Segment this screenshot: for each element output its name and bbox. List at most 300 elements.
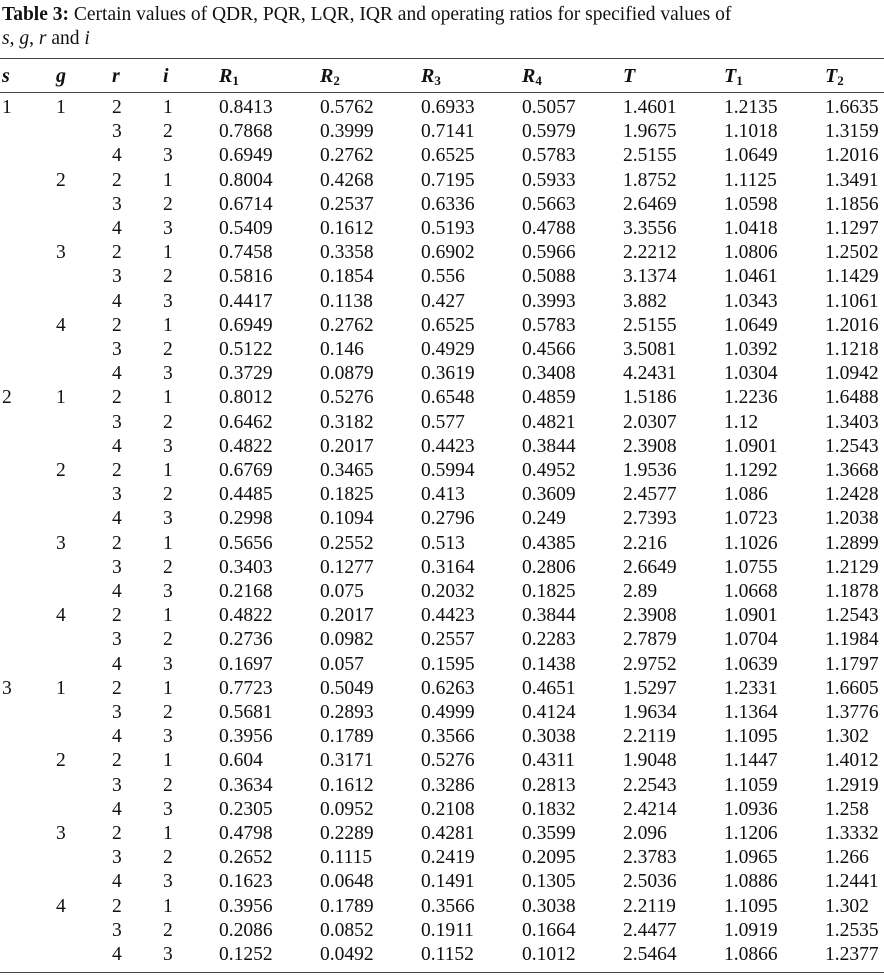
cell-r3: 0.6548 (421, 387, 475, 409)
cell-r2: 0.2537 (320, 193, 374, 215)
cell-r3: 0.2557 (421, 629, 475, 651)
cell-t: 3.1374 (623, 266, 677, 288)
caption-text: Certain values of QDR, PQR, LQR, IQR and operating ratios for specified values of (69, 4, 732, 25)
cell-t: 2.2119 (623, 726, 676, 748)
cell-r3: 0.7195 (421, 169, 475, 191)
cell-r: 3 (112, 847, 122, 869)
cell-r2: 0.0879 (320, 363, 374, 385)
cell-t: 1.5297 (623, 677, 677, 699)
cell-t2: 1.1878 (825, 581, 879, 602)
table-label: Table 3: (2, 4, 70, 25)
cell-r2: 0.146 (320, 339, 364, 360)
cell-t: 1.9536 (623, 460, 677, 481)
cell-r3: 0.556 (421, 266, 465, 288)
table-row (0, 919, 884, 943)
cell-t2: 1.2377 (825, 944, 879, 965)
cell-t2: 1.1218 (825, 339, 879, 360)
cell-r2: 0.1277 (320, 556, 374, 578)
cell-r2: 0.3999 (320, 121, 374, 143)
cell-r: 3 (112, 193, 122, 215)
cell-r3: 0.2796 (421, 508, 475, 530)
table-row (0, 677, 884, 701)
cell-t1: 1.2135 (724, 97, 778, 118)
cell-r1: 0.3956 (219, 726, 273, 748)
table-row (0, 749, 884, 773)
cell-t1: 1.0343 (724, 290, 778, 312)
table-row (0, 798, 884, 822)
cell-i: 1 (163, 532, 173, 554)
cell-r1: 0.2305 (219, 798, 273, 820)
cell-t2: 1.2428 (825, 484, 879, 506)
cell-r: 4 (112, 218, 122, 239)
cell-t1: 1.0704 (724, 629, 778, 651)
cell-t: 2.6469 (623, 193, 677, 215)
table-row (0, 846, 884, 870)
cell-r1: 0.5409 (219, 218, 273, 239)
cell-r3: 0.3619 (421, 363, 475, 385)
cell-t: 2.4477 (623, 919, 677, 941)
cell-t: 2.5155 (623, 145, 677, 167)
cell-r2: 0.0852 (320, 919, 374, 941)
cell-r1: 0.6714 (219, 193, 273, 215)
cell-i: 1 (163, 169, 173, 191)
caption-var-g: g (19, 28, 30, 49)
cell-t1: 1.0392 (724, 339, 778, 360)
cell-i: 3 (163, 798, 173, 820)
cell-t: 3.882 (623, 290, 667, 312)
cell-t2: 1.2038 (825, 508, 879, 530)
table-row (0, 580, 884, 604)
cell-r4: 0.3038 (522, 895, 576, 917)
cell-r: 4 (112, 508, 122, 530)
cell-r: 2 (112, 460, 122, 481)
cell-r3: 0.6525 (421, 314, 475, 336)
cell-r1: 0.3403 (219, 556, 273, 578)
cell-r2: 0.1789 (320, 726, 374, 748)
cell-t1: 1.1364 (724, 702, 778, 723)
cell-i: 2 (163, 774, 173, 796)
cell-i: 1 (163, 605, 173, 627)
cell-r1: 0.6949 (219, 314, 273, 336)
cell-r2: 0.4268 (320, 169, 374, 191)
cell-r1: 0.8012 (219, 387, 273, 409)
cell-r1: 0.7868 (219, 121, 273, 143)
cell-t2: 1.2535 (825, 919, 879, 941)
cell-i: 2 (163, 411, 173, 433)
cell-r1: 0.5122 (219, 339, 273, 360)
cell-r2: 0.2017 (320, 605, 374, 627)
cell-t: 2.7393 (623, 508, 677, 530)
cell-r4: 0.1825 (522, 581, 576, 602)
cell-r3: 0.4929 (421, 339, 475, 360)
cell-g: 3 (56, 823, 66, 844)
table-row (0, 507, 884, 531)
cell-r3: 0.413 (421, 484, 465, 506)
cell-g: 3 (56, 242, 66, 264)
caption-separator: , (9, 28, 20, 49)
cell-i: 3 (163, 145, 173, 167)
cell-r3: 0.513 (421, 532, 465, 554)
cell-r: 2 (112, 387, 122, 409)
cell-r: 2 (112, 97, 122, 118)
cell-t1: 1.0304 (724, 363, 778, 385)
cell-i: 2 (163, 339, 173, 360)
table-row (0, 701, 884, 725)
cell-t2: 1.302 (825, 895, 869, 917)
cell-i: 3 (163, 871, 173, 893)
cell-t2: 1.4012 (825, 750, 879, 772)
cell-i: 3 (163, 726, 173, 748)
cell-r2: 0.057 (320, 653, 364, 675)
cell-r3: 0.5276 (421, 750, 475, 772)
cell-r3: 0.5994 (421, 460, 475, 481)
table-row (0, 556, 884, 580)
cell-t: 2.6649 (623, 556, 677, 578)
table-row (0, 265, 884, 289)
cell-r3: 0.1911 (421, 919, 474, 941)
cell-t1: 1.1447 (724, 750, 778, 772)
cell-r4: 0.4821 (522, 411, 576, 433)
cell-t1: 1.0866 (724, 944, 778, 965)
table-caption (2, 3, 882, 51)
caption-var-s: s (2, 28, 10, 49)
table-row (0, 338, 884, 362)
cell-t1: 1.1206 (724, 823, 778, 844)
cell-i: 1 (163, 750, 173, 772)
cell-r4: 0.4385 (522, 532, 576, 554)
cell-t1: 1.0723 (724, 508, 778, 530)
cell-r2: 0.075 (320, 581, 364, 602)
cell-t2: 1.3668 (825, 460, 879, 481)
table-row (0, 386, 884, 410)
table-bottom-rule (0, 972, 884, 973)
cell-r3: 0.7141 (421, 121, 475, 143)
cell-r1: 0.1252 (219, 944, 273, 965)
cell-t: 1.5186 (623, 387, 677, 409)
cell-r: 4 (112, 944, 122, 965)
header-r: r (112, 65, 120, 87)
cell-r: 4 (112, 653, 122, 675)
cell-r: 2 (112, 242, 122, 264)
table-row (0, 604, 884, 628)
cell-r1: 0.4822 (219, 435, 273, 457)
cell-t1: 1.1018 (724, 121, 778, 143)
cell-i: 2 (163, 702, 173, 723)
cell-r4: 0.1305 (522, 871, 576, 893)
cell-r2: 0.2893 (320, 702, 374, 723)
table-row (0, 653, 884, 677)
cell-r4: 0.5933 (522, 169, 576, 191)
cell-r3: 0.6263 (421, 677, 475, 699)
cell-i: 3 (163, 508, 173, 530)
cell-t1: 1.0755 (724, 556, 778, 578)
cell-t2: 1.3776 (825, 702, 879, 723)
cell-i: 2 (163, 847, 173, 869)
cell-r: 2 (112, 823, 122, 844)
cell-t1: 1.0965 (724, 847, 778, 869)
cell-r: 3 (112, 629, 122, 651)
cell-i: 2 (163, 629, 173, 651)
cell-r: 3 (112, 556, 122, 578)
cell-r4: 0.4566 (522, 339, 576, 360)
cell-r1: 0.2998 (219, 508, 273, 530)
caption-separator: , (29, 28, 39, 49)
cell-r: 3 (112, 339, 122, 360)
cell-t: 1.4601 (623, 97, 677, 118)
cell-r1: 0.5656 (219, 532, 273, 554)
table-row (0, 435, 884, 459)
cell-r: 4 (112, 363, 122, 385)
table-row (0, 628, 884, 652)
cell-g: 2 (56, 169, 66, 191)
cell-i: 2 (163, 193, 173, 215)
cell-i: 2 (163, 919, 173, 941)
cell-t: 2.5036 (623, 871, 677, 893)
table-header-rule (0, 92, 884, 93)
cell-r2: 0.5049 (320, 677, 374, 699)
cell-t: 2.3908 (623, 435, 677, 457)
table-top-rule (0, 58, 884, 59)
cell-r1: 0.604 (219, 750, 263, 772)
cell-t1: 1.1059 (724, 774, 778, 796)
cell-t1: 1.12 (724, 411, 759, 433)
cell-i: 1 (163, 387, 173, 409)
cell-g: 1 (56, 387, 66, 409)
cell-t2: 1.6605 (825, 677, 879, 699)
cell-r3: 0.4281 (421, 823, 475, 844)
cell-r2: 0.1138 (320, 290, 373, 312)
header-r1: $R_1$ (219, 65, 239, 88)
cell-r1: 0.1623 (219, 871, 273, 893)
table-row (0, 822, 884, 846)
table-row (0, 895, 884, 919)
cell-t2: 1.1061 (825, 290, 879, 312)
header-r2: $R_2$ (320, 65, 340, 88)
cell-i: 3 (163, 363, 173, 385)
cell-r4: 0.1438 (522, 653, 576, 675)
cell-t1: 1.0901 (724, 435, 778, 457)
cell-r2: 0.3358 (320, 242, 374, 264)
cell-r1: 0.5816 (219, 266, 273, 288)
cell-r3: 0.3164 (421, 556, 475, 578)
cell-r1: 0.6769 (219, 460, 273, 481)
header-t2: $T_2$ (825, 65, 844, 88)
cell-t: 2.216 (623, 532, 667, 554)
cell-t1: 1.0936 (724, 798, 778, 820)
cell-r4: 0.3038 (522, 726, 576, 748)
cell-t: 2.89 (623, 581, 658, 602)
cell-t2: 1.3403 (825, 411, 879, 433)
cell-i: 2 (163, 121, 173, 143)
cell-r2: 0.3465 (320, 460, 374, 481)
cell-t1: 1.0649 (724, 314, 778, 336)
cell-t1: 1.0919 (724, 919, 778, 941)
cell-t1: 1.0806 (724, 242, 778, 264)
cell-t1: 1.0901 (724, 605, 778, 627)
cell-g: 2 (56, 460, 66, 481)
header-s: s (2, 65, 10, 87)
cell-t2: 1.1297 (825, 218, 879, 239)
cell-t2: 1.302 (825, 726, 869, 748)
cell-t1: 1.086 (724, 484, 768, 506)
table-row (0, 870, 884, 894)
cell-t: 4.2431 (623, 363, 677, 385)
cell-r: 3 (112, 484, 122, 506)
cell-r2: 0.2552 (320, 532, 374, 554)
cell-i: 3 (163, 653, 173, 675)
cell-t1: 1.2236 (724, 387, 778, 409)
cell-t1: 1.1125 (724, 169, 777, 191)
cell-r3: 0.3566 (421, 895, 475, 917)
cell-r3: 0.6525 (421, 145, 475, 167)
cell-t: 2.5155 (623, 314, 677, 336)
cell-r2: 0.2762 (320, 145, 374, 167)
cell-i: 1 (163, 895, 173, 917)
cell-r: 4 (112, 145, 122, 167)
cell-r4: 0.3408 (522, 363, 576, 385)
cell-r3: 0.6336 (421, 193, 475, 215)
cell-r: 2 (112, 532, 122, 554)
table-row (0, 483, 884, 507)
cell-r: 2 (112, 605, 122, 627)
cell-r4: 0.3993 (522, 290, 576, 312)
cell-r: 4 (112, 871, 122, 893)
cell-r1: 0.2086 (219, 919, 273, 941)
cell-r: 3 (112, 121, 122, 143)
cell-t2: 1.2441 (825, 871, 879, 893)
caption-var-r: r (38, 28, 47, 49)
cell-t2: 1.1797 (825, 653, 879, 675)
cell-g: 4 (56, 605, 66, 627)
cell-r2: 0.5276 (320, 387, 374, 409)
cell-r3: 0.427 (421, 290, 465, 312)
cell-t2: 1.266 (825, 847, 869, 869)
cell-r3: 0.1491 (421, 871, 475, 893)
cell-i: 1 (163, 242, 173, 264)
cell-i: 3 (163, 944, 173, 965)
cell-r4: 0.1832 (522, 798, 576, 820)
cell-i: 2 (163, 484, 173, 506)
cell-i: 3 (163, 290, 173, 312)
cell-r: 3 (112, 411, 122, 433)
cell-t: 2.2119 (623, 895, 676, 917)
cell-r2: 0.5762 (320, 97, 374, 118)
cell-r: 4 (112, 581, 122, 602)
cell-t2: 1.2919 (825, 774, 879, 796)
cell-t: 3.3556 (623, 218, 677, 239)
cell-t1: 1.1095 (724, 726, 778, 748)
cell-t2: 1.1856 (825, 193, 879, 215)
cell-r1: 0.7458 (219, 242, 273, 264)
cell-i: 3 (163, 435, 173, 457)
cell-t1: 1.0418 (724, 218, 778, 239)
cell-t1: 1.0639 (724, 653, 778, 675)
cell-t2: 1.258 (825, 798, 869, 820)
cell-t2: 1.6488 (825, 387, 879, 409)
cell-r2: 0.0952 (320, 798, 374, 820)
cell-r: 2 (112, 677, 122, 699)
cell-r1: 0.8004 (219, 169, 273, 191)
cell-t2: 1.2016 (825, 314, 879, 336)
cell-t: 3.5081 (623, 339, 677, 360)
cell-t1: 1.0461 (724, 266, 778, 288)
table-row (0, 290, 884, 314)
cell-r: 3 (112, 774, 122, 796)
cell-r: 2 (112, 895, 122, 917)
cell-r1: 0.4798 (219, 823, 273, 844)
header-r4: $R_4$ (522, 65, 542, 88)
table-row (0, 362, 884, 386)
cell-t2: 1.1429 (825, 266, 879, 288)
cell-r3: 0.2108 (421, 798, 475, 820)
cell-r1: 0.5681 (219, 702, 273, 723)
cell-r1: 0.3956 (219, 895, 273, 917)
table-row (0, 532, 884, 556)
cell-t2: 1.2543 (825, 605, 879, 627)
cell-t2: 1.2543 (825, 435, 879, 457)
cell-r4: 0.249 (522, 508, 566, 530)
table-row (0, 144, 884, 168)
cell-r2: 0.1115 (320, 847, 373, 869)
cell-g: 1 (56, 97, 66, 118)
cell-r3: 0.6933 (421, 97, 475, 118)
table-row (0, 241, 884, 265)
table-row (0, 314, 884, 338)
cell-r2: 0.0982 (320, 629, 374, 651)
cell-r2: 0.3171 (320, 750, 374, 772)
cell-r2: 0.2289 (320, 823, 374, 844)
cell-r2: 0.1789 (320, 895, 374, 917)
table-row (0, 774, 884, 798)
table-row (0, 459, 884, 483)
cell-r4: 0.5966 (522, 242, 576, 264)
cell-r4: 0.1664 (522, 919, 576, 941)
cell-t: 2.5464 (623, 944, 677, 965)
cell-r1: 0.8413 (219, 97, 273, 118)
cell-i: 1 (163, 460, 173, 481)
cell-r4: 0.5057 (522, 97, 576, 118)
cell-r3: 0.4423 (421, 435, 475, 457)
cell-r3: 0.3286 (421, 774, 475, 796)
cell-i: 1 (163, 314, 173, 336)
cell-r1: 0.4822 (219, 605, 273, 627)
cell-i: 2 (163, 556, 173, 578)
cell-t1: 1.0668 (724, 581, 778, 602)
cell-t2: 1.2502 (825, 242, 879, 264)
cell-r: 2 (112, 314, 122, 336)
header-t: T (623, 65, 636, 87)
cell-t2: 1.0942 (825, 363, 879, 385)
cell-r2: 0.1612 (320, 218, 374, 239)
cell-r: 4 (112, 435, 122, 457)
cell-r1: 0.2168 (219, 581, 273, 602)
cell-r1: 0.4485 (219, 484, 273, 506)
cell-r3: 0.4423 (421, 605, 475, 627)
cell-t1: 1.1292 (724, 460, 778, 481)
caption-var-i: i (84, 28, 90, 49)
cell-t: 2.2543 (623, 774, 677, 796)
cell-r4: 0.4651 (522, 677, 576, 699)
cell-i: 3 (163, 218, 173, 239)
cell-r4: 0.3844 (522, 435, 576, 457)
table-row (0, 193, 884, 217)
header-r3: $R_3$ (421, 65, 441, 88)
cell-r3: 0.6902 (421, 242, 475, 264)
cell-t: 1.9048 (623, 750, 677, 772)
cell-i: 2 (163, 266, 173, 288)
cell-r: 3 (112, 702, 122, 723)
table-row (0, 725, 884, 749)
